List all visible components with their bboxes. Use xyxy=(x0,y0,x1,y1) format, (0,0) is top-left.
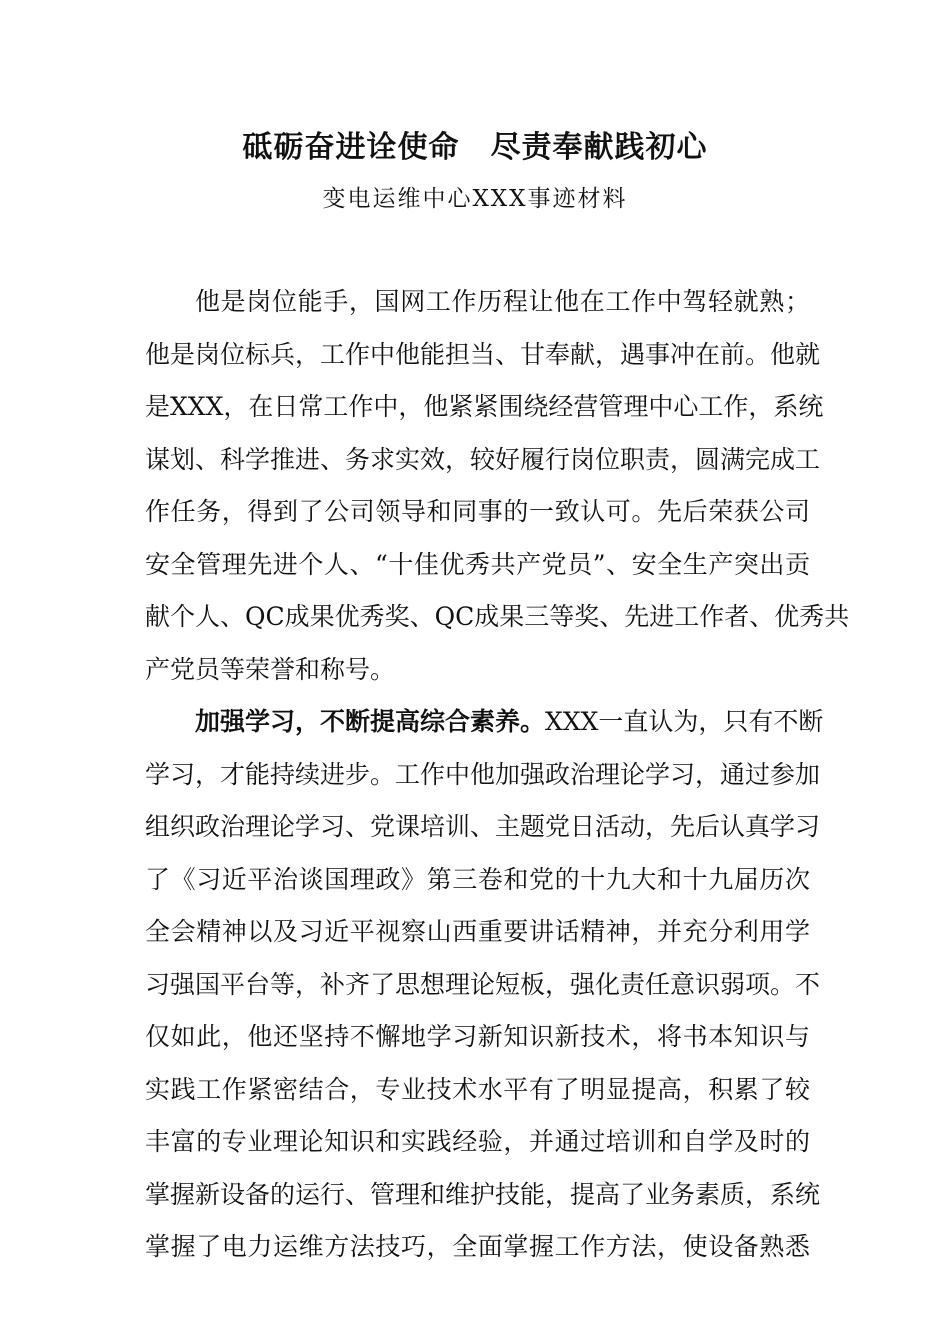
text-line: 产党员等荣誉和称号。 xyxy=(145,654,396,684)
text-line: 是XXX，在日常工作中，他紧紧围绕经营管理中心工作，系统 xyxy=(145,392,824,421)
paragraph-study xyxy=(145,696,824,1274)
text-line: 谋划、科学推进、务求实效，较好履行岗位职责，圆满完成工 xyxy=(145,444,821,474)
text-line: 学习，才能持续进步。工作中他加强政治理论学习，通过参加 xyxy=(145,759,821,789)
text-line: 丰富的专业理论知识和实践经验，并通过培训和自学及时的 xyxy=(145,1127,810,1156)
text-line: 仅如此，他还坚持不懈地学习新知识新技术，将书本知识与 xyxy=(145,1022,810,1051)
text-line: 掌握了电力运维方法技巧，全面掌握工作方法，使设备熟悉 xyxy=(145,1232,810,1261)
text-line: 了《习近平治谈国理政》第三卷和党的十九大和十九届历次 xyxy=(145,864,810,894)
text-line: 作任务，得到了公司领导和同事的一致认可。先后荣获公司 xyxy=(145,497,810,526)
text-line: 全会精神以及习近平视察山西重要讲话精神，并充分利用学 xyxy=(145,917,810,946)
text-line: 他是岗位能手，国网工作历程让他在工作中驾轻就熟； xyxy=(195,287,810,316)
text-line xyxy=(145,696,824,749)
text-line: 安全管理先进个人、“十佳优秀共产党员”、安全生产突出贡 xyxy=(145,549,810,579)
text-line: 习强国平台等，补齐了思想理论短板，强化责任意识弱项。不 xyxy=(145,969,821,999)
document-body xyxy=(145,276,850,1274)
text-line: 组织政治理论学习、党课培训、主题党日活动，先后认真学习 xyxy=(145,812,821,841)
document-subtitle: 变电运维中心XXX事迹材料 xyxy=(322,186,628,212)
document-title: 砥砺奋进诠使命 尽责奉献践初心 xyxy=(242,130,708,165)
paragraph-intro xyxy=(145,276,850,696)
text-line: 掌握新设备的运行、管理和维护技能，提高了业务素质，系统 xyxy=(145,1179,821,1209)
text-line: 他是岗位标兵，工作中他能担当、甘奉献，遇事冲在前。他就 xyxy=(145,339,821,369)
text-line: 实践工作紧密结合，专业技术水平有了明显提高，积累了较 xyxy=(145,1074,810,1104)
text-run: XXX一直认为，只有不断 xyxy=(545,707,824,736)
paragraph-lead-heading: 加强学习，不断提高综合素养。 xyxy=(195,707,546,736)
text-line: 献个人、QC成果优秀奖、QC成果三等奖、先进工作者、优秀共 xyxy=(145,602,850,631)
